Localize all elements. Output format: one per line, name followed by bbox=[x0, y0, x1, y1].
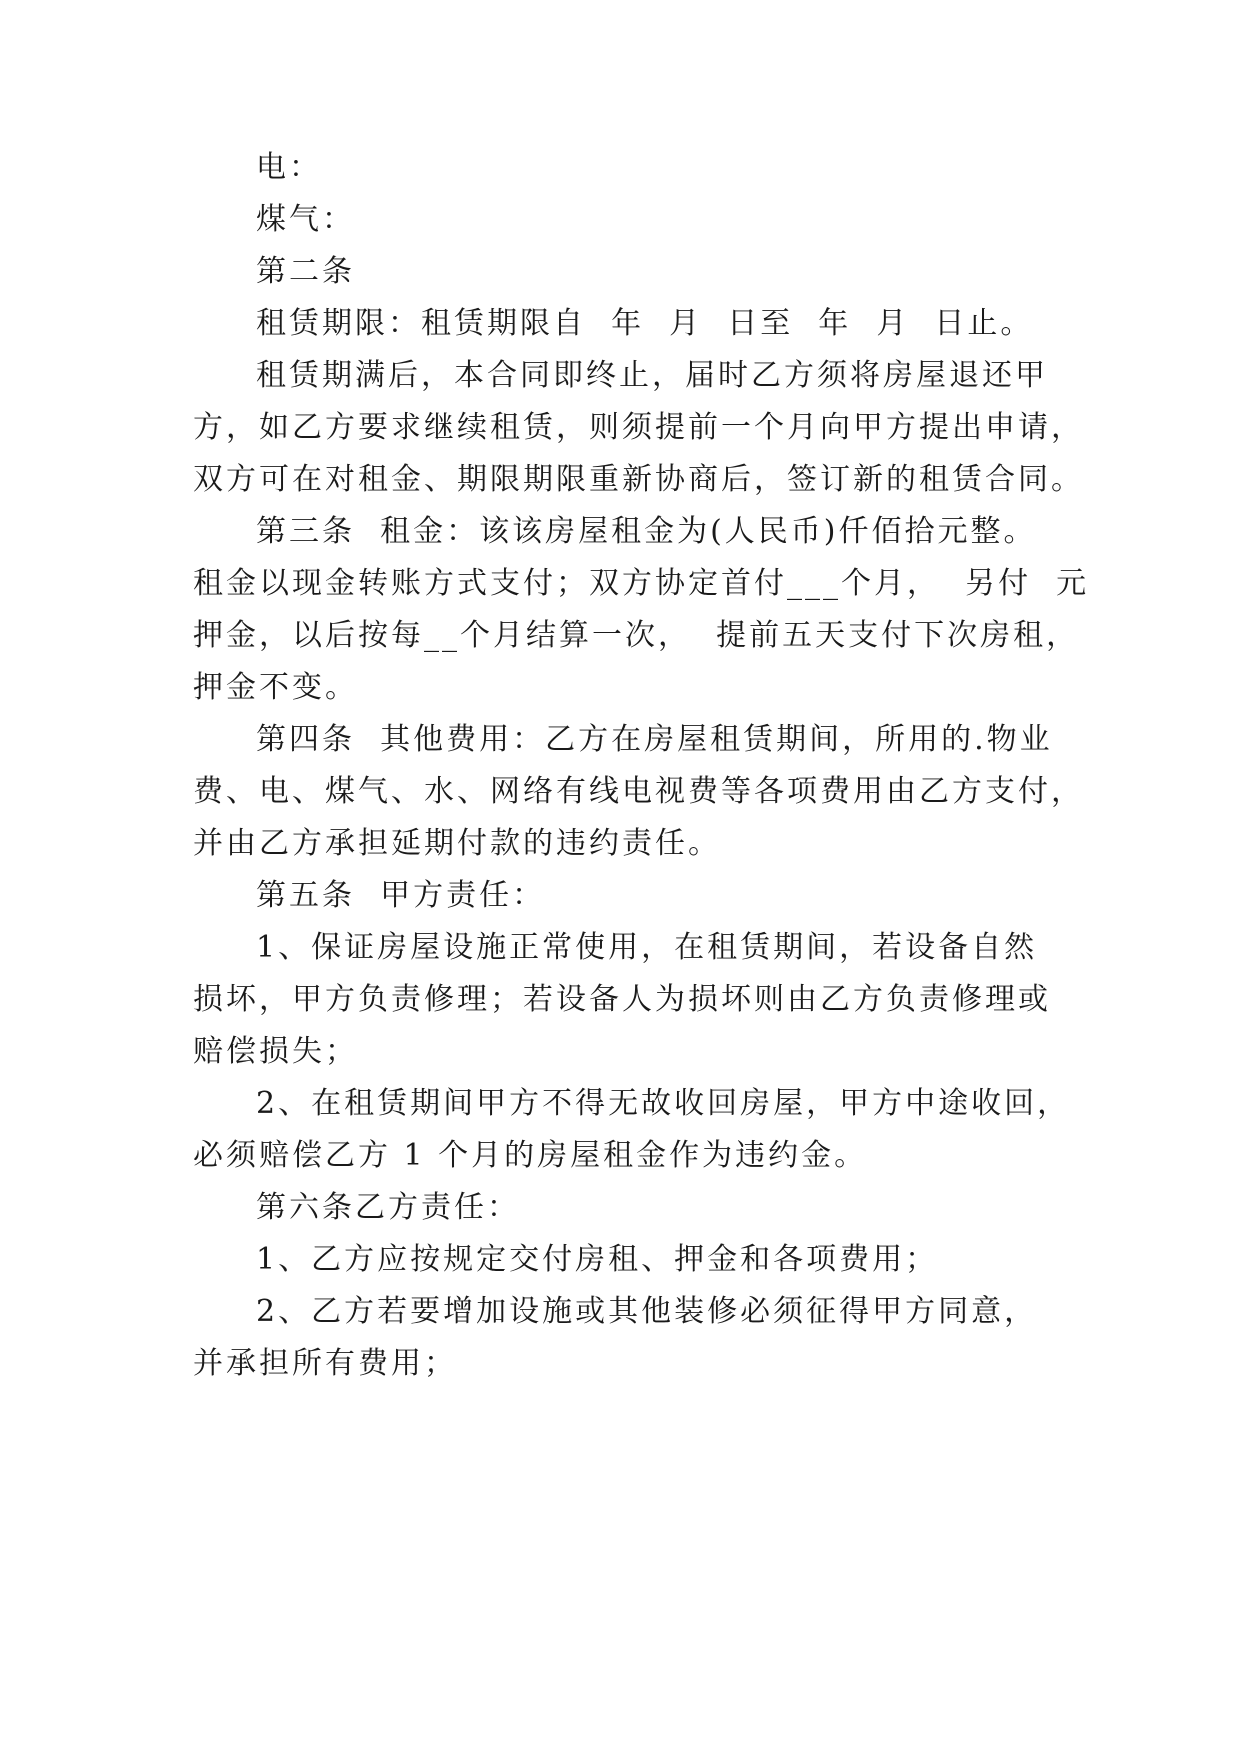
paragraph-line: 双方可在对租金、期限期限重新协商后，签订新的租赁合同。 bbox=[193, 462, 1084, 497]
paragraph-line: 费、电、煤气、水、网络有线电视费等各项费用由乙方支付， bbox=[193, 774, 1084, 809]
paragraph-line: 损坏，甲方负责修理；若设备人为损坏则由乙方负责修理或 bbox=[193, 982, 1051, 1017]
paragraph-line: 押金，以后按每__个月结算一次， 提前五天支付下次房租， bbox=[193, 618, 1080, 653]
paragraph-line: 并由乙方承担延期付款的违约责任。 bbox=[193, 826, 721, 861]
article-3-heading: 第三条 租金：该该房屋租金为(人民币)仟佰拾元整。 bbox=[256, 514, 1037, 549]
text-line-gas: 煤气： bbox=[256, 202, 355, 237]
paragraph-line: 并承担所有费用； bbox=[193, 1346, 457, 1381]
paragraph-line: 赔偿损失； bbox=[193, 1034, 358, 1069]
list-item: 1、乙方应按规定交付房租、押金和各项费用； bbox=[256, 1242, 939, 1277]
list-item: 2、在租赁期间甲方不得无故收回房屋，甲方中途收回， bbox=[256, 1086, 1071, 1121]
text-line-electricity: 电： bbox=[256, 150, 322, 185]
list-item: 2、乙方若要增加设施或其他装修必须征得甲方同意， bbox=[256, 1294, 1038, 1329]
paragraph-line: 租赁期满后，本合同即终止，届时乙方须将房屋退还甲 bbox=[256, 358, 1048, 393]
list-item: 1、保证房屋设施正常使用，在租赁期间，若设备自然 bbox=[256, 930, 1038, 965]
paragraph-line: 必须赔偿乙方 1 个月的房屋租金作为违约金。 bbox=[193, 1138, 868, 1173]
paragraph-line: 方，如乙方要求继续租赁，则须提前一个月向甲方提出申请， bbox=[193, 410, 1084, 445]
paragraph-line: 租金以现金转账方式支付；双方协定首付___个月， 另付 元 bbox=[193, 566, 1090, 601]
lease-term-line: 租赁期限：租赁期限自 年 月 日至 年 月 日止。 bbox=[256, 306, 1034, 341]
article-2-heading: 第二条 bbox=[256, 254, 355, 289]
article-6-heading: 第六条乙方责任： bbox=[256, 1190, 520, 1225]
article-4-heading: 第四条 其他费用：乙方在房屋租赁期间，所用的.物业 bbox=[256, 722, 1053, 757]
article-5-heading: 第五条 甲方责任： bbox=[256, 878, 546, 913]
paragraph-line: 押金不变。 bbox=[193, 670, 358, 705]
